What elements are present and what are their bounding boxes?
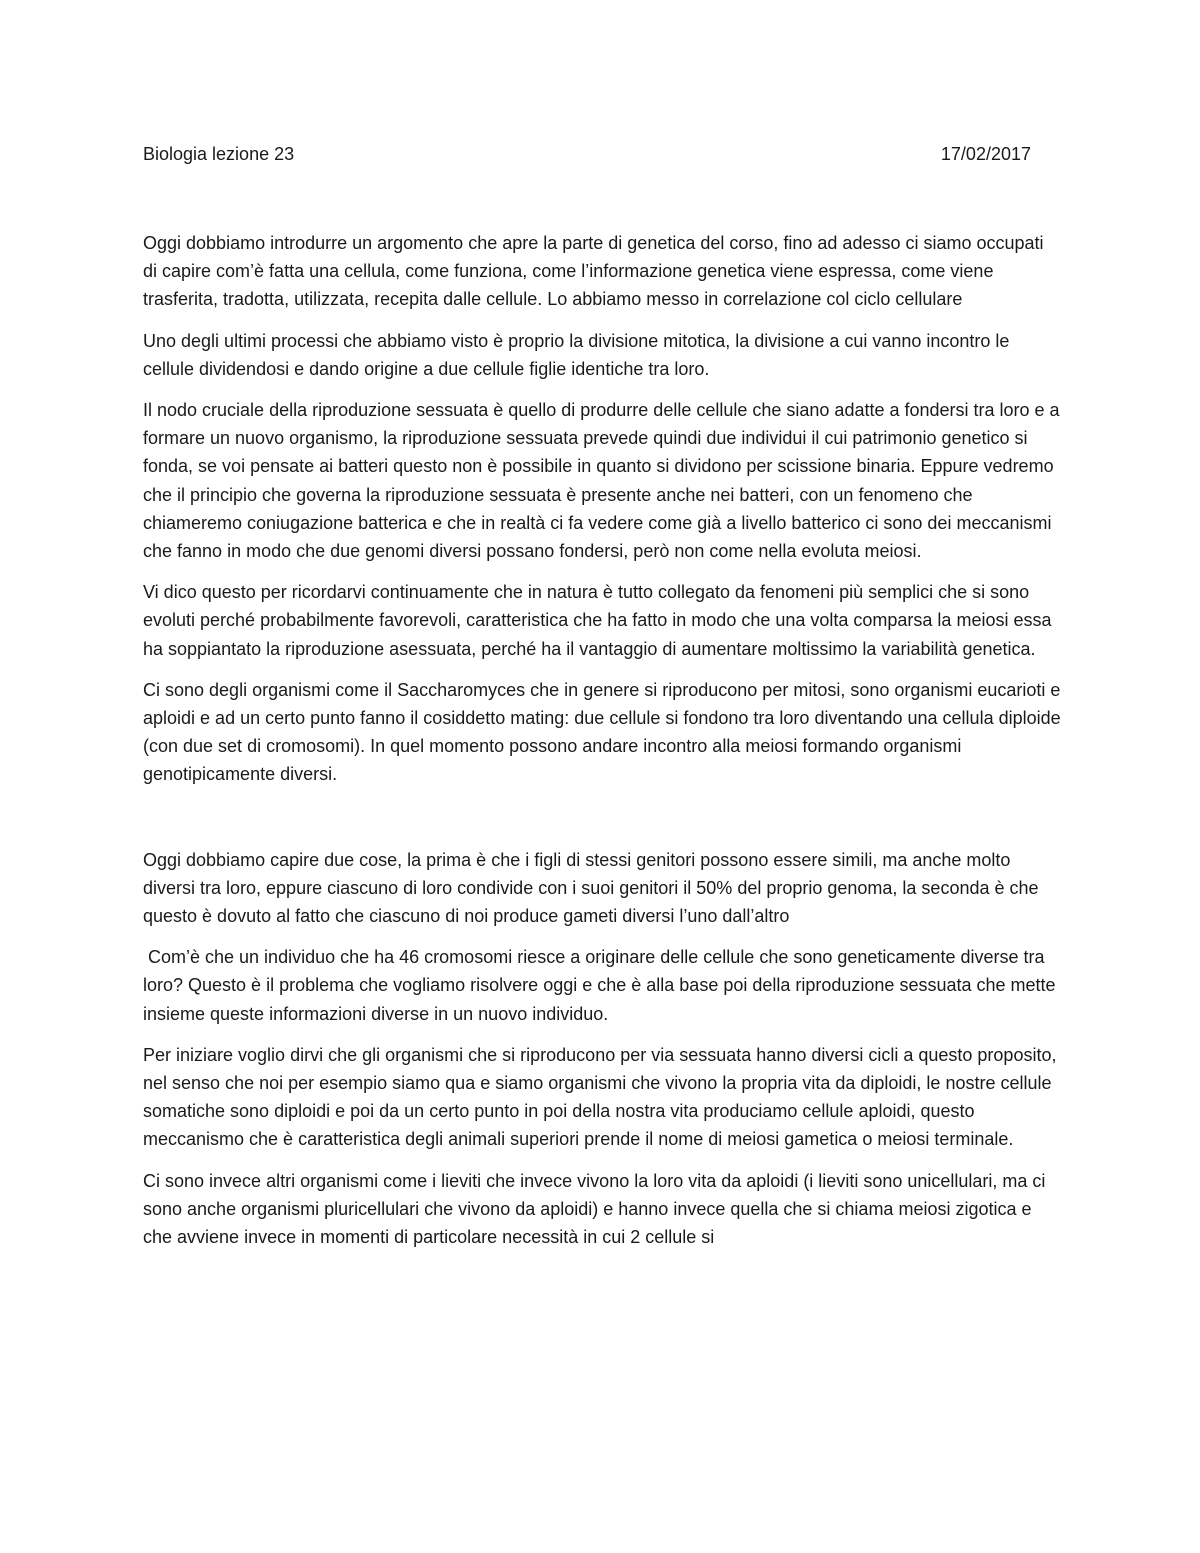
document-header (143, 144, 1031, 172)
paragraph-saccharomyces: Ci sono degli organismi come il Saccharomyces che in genere si riproducono per mitosi, sono organismi eucarioti e aploidi e ad un certo punto fanno il cosiddetto mating: due cellule si fondono tra loro diventando una cellula diploide (con due set di cromosomi). In quel momento possono andare incontro alla meiosi formando organismi genotipicamente diversi. (143, 679, 1061, 785)
paragraph-intro: Oggi dobbiamo introdurre un argomento che apre la parte di genetica del corso, fino ad adesso ci siamo occupati di capire com’è fatta una cellula, come funziona, come l’informazione genetica viene espressa, come viene trasferita, tradotta, utilizzata, recepita dalle cellule. Lo abbiamo messo in correlazione col ciclo cellulare (143, 233, 1044, 310)
paragraph-life-cycles: Per iniziare voglio dirvi che gli organismi che si riproducono per via sessuata hanno diversi cicli a questo proposito, nel senso che noi per esempio siamo qua e siamo organismi che vivono la propria vita da diploidi, le nostre cellule somatiche sono diploidi e poi da un certo punto in poi della nostra vita produciamo cellule aploidi, questo meccanismo che è caratteristica degli animali superiori prende il nome di meiosi gametica o meiosi terminale. (143, 1044, 1057, 1150)
paragraph-mitosis: Uno degli ultimi processi che abbiamo visto è proprio la divisione mitotica, la divisione a cui vanno incontro le cellule dividendosi e dando origine a due cellule figlie identiche tra loro. (143, 330, 1010, 379)
paragraph-today-goals: Oggi dobbiamo capire due cose, la prima è che i figli di stessi genitori possono essere simili, ma anche molto diversi tra loro, eppure ciascuno di loro condivide con i suoi genitori il 50% del proprio genoma, la seconda è che questo è dovuto al fatto che ciascuno di noi produce gameti diversi l’uno dall’altro (143, 849, 1039, 927)
document-body (143, 229, 1061, 1264)
paragraph-yeasts: Ci sono invece altri organismi come i lieviti che invece vivono la loro vita da aploidi (i lieviti sono unicellulari, ma ci sono anche organismi pluricellulari che vivono da aploidi) e hanno invece quella che si chiama meiosi zigotica e che avviene invece in momenti di particolare necessità in cui 2 cellule si (143, 1170, 1046, 1248)
document-title: Biologia lezione 23 (143, 144, 295, 164)
document-date: 17/02/2017 (940, 144, 1031, 164)
paragraph-question: Com’è che un individuo che ha 46 cromosomi riesce a originare delle cellule che sono geneticamente diverse tra loro? Questo è il problema che vogliamo risolvere oggi e che è alla base poi della riproduzione sessuata che mette insieme queste informazioni diverse in un nuovo individuo. (143, 947, 1056, 1024)
paragraph-evolution: Vi dico questo per ricordarvi continuamente che in natura è tutto collegato da fenomeni più semplici che si sono evoluti perché probabilmente favorevoli, caratteristica che ha fatto in modo che una volta comparsa la meiosi essa ha soppiantato la riproduzione asessuata, perché ha il vantaggio di aumentare moltissimo la variabilità genetica. (143, 582, 1052, 659)
paragraph-sexual-reproduction: Il nodo cruciale della riproduzione sessuata è quello di produrre delle cellule che siano adatte a fondersi tra loro e a formare un nuovo organismo, la riproduzione sessuata prevede quindi due individui il cui patrimonio genetico si fonda, se voi pensate ai batteri questo non è possibile in quanto si dividono per scissione binaria. Eppure vedremo che il principio che governa la riproduzione sessuata è presente anche nei batteri, con un fenomeno che chiameremo coniugazione batterica e che in realtà ci fa vedere come già a livello batterico ci sono dei meccanismi che fanno in modo che due genomi diversi possano fondersi, però non come nella evoluta meiosi. (143, 400, 1060, 562)
